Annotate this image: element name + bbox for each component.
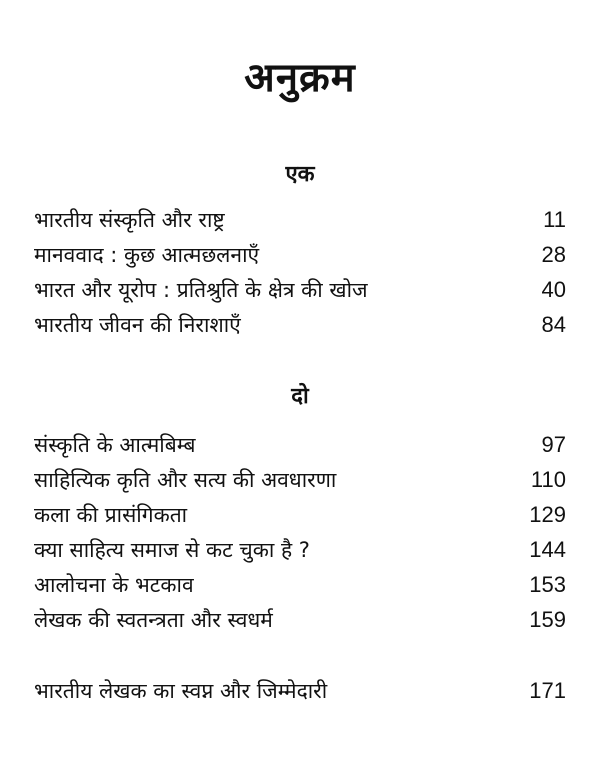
entry-page-number: 153 bbox=[529, 572, 566, 597]
entry-title: भारतीय संस्कृति और राष्ट्र bbox=[34, 208, 225, 232]
entry-page-number: 159 bbox=[529, 607, 566, 632]
entry-title: साहित्यिक कृति और सत्य की अवधारणा bbox=[34, 468, 337, 492]
entry-page-number: 171 bbox=[529, 678, 566, 703]
entry-title: लेखक की स्वतन्त्रता और स्वधर्म bbox=[34, 608, 273, 632]
entry-title: संस्कृति के आत्मबिम्ब bbox=[34, 433, 196, 457]
toc-entry bbox=[34, 272, 566, 308]
entry-title: भारत और यूरोप : प्रतिश्रुति के क्षेत्र की खोज bbox=[34, 278, 368, 302]
toc-entry bbox=[34, 567, 566, 603]
entry-page-number: 97 bbox=[541, 432, 566, 457]
entry-title: आलोचना के भटकाव bbox=[34, 573, 194, 597]
toc-entry bbox=[34, 427, 566, 463]
entry-page-number: 129 bbox=[529, 502, 566, 527]
toc-entry bbox=[34, 462, 566, 498]
entry-title: भारतीय लेखक का स्वप्न और जिम्मेदारी bbox=[34, 679, 328, 703]
entry-title: क्या साहित्य समाज से कट चुका है ? bbox=[34, 538, 310, 562]
section-heading-one: एक bbox=[285, 162, 315, 187]
toc-entry bbox=[34, 202, 566, 238]
toc-entry bbox=[34, 307, 566, 343]
section-heading-two: दो bbox=[291, 384, 309, 409]
toc-entry bbox=[34, 602, 566, 638]
entry-title: कला की प्रासंगिकता bbox=[34, 503, 188, 527]
toc-entry bbox=[34, 532, 566, 568]
page-title: अनुक्रम bbox=[244, 55, 356, 101]
entry-page-number: 144 bbox=[529, 537, 566, 562]
entry-page-number: 28 bbox=[541, 242, 566, 267]
entry-page-number: 40 bbox=[541, 277, 566, 302]
entry-title: मानववाद : कुछ आत्मछलनाएँ bbox=[34, 243, 260, 267]
entry-title: भारतीय जीवन की निराशाएँ bbox=[34, 313, 241, 337]
toc-entry bbox=[34, 237, 566, 273]
toc-entry-final bbox=[34, 673, 566, 709]
entry-page-number: 11 bbox=[543, 207, 566, 232]
entry-page-number: 110 bbox=[530, 467, 566, 492]
entry-page-number: 84 bbox=[541, 312, 566, 337]
toc-entry bbox=[34, 497, 566, 533]
